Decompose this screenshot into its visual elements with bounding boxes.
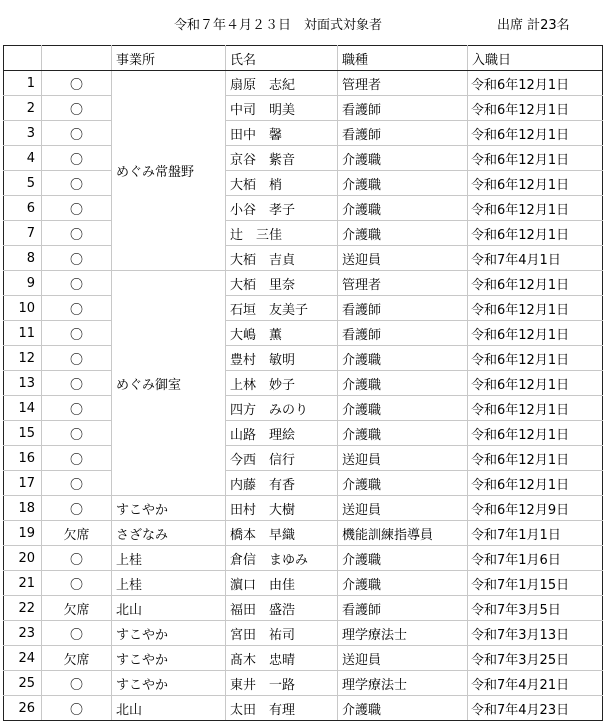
staff-name: 小谷 孝子	[226, 196, 338, 221]
table-row	[4, 346, 603, 371]
attendance-mark: 〇	[42, 96, 112, 121]
col-header-date: 入職日	[468, 46, 603, 71]
job-title: 送迎員	[338, 246, 468, 271]
table-header-row	[4, 46, 603, 71]
job-title: 介護職	[338, 421, 468, 446]
hire-date: 令和6年12月1日	[468, 121, 603, 146]
attendance-mark: 〇	[42, 121, 112, 146]
attendee-table	[3, 45, 603, 721]
hire-date: 令和6年12月1日	[468, 446, 603, 471]
staff-name: 髙木 忠晴	[226, 646, 338, 671]
hire-date: 令和6年12月1日	[468, 321, 603, 346]
office-cell: さざなみ	[112, 521, 226, 546]
office-cell: めぐみ御室	[112, 271, 226, 496]
staff-name: 上林 妙子	[226, 371, 338, 396]
attendance-mark: 欠席	[42, 596, 112, 621]
attendance-mark: 〇	[42, 246, 112, 271]
staff-name: 福田 盛浩	[226, 596, 338, 621]
attendance-mark: 〇	[42, 296, 112, 321]
row-number: 17	[4, 471, 42, 496]
staff-name: 橋本 早織	[226, 521, 338, 546]
table-row	[4, 421, 603, 446]
hire-date: 令和7年3月13日	[468, 621, 603, 646]
staff-name: 倉信 まゆみ	[226, 546, 338, 571]
row-number: 16	[4, 446, 42, 471]
job-title: 送迎員	[338, 446, 468, 471]
col-header-office: 事業所	[112, 46, 226, 71]
job-title: 理学療法士	[338, 621, 468, 646]
attendance-mark: 〇	[42, 271, 112, 296]
staff-name: 東井 一路	[226, 671, 338, 696]
staff-name: 石垣 友美子	[226, 296, 338, 321]
row-number: 23	[4, 621, 42, 646]
job-title: 看護師	[338, 321, 468, 346]
staff-name: 中司 明美	[226, 96, 338, 121]
table-row	[4, 546, 603, 571]
job-title: 看護師	[338, 596, 468, 621]
row-number: 22	[4, 596, 42, 621]
table-row	[4, 371, 603, 396]
table-row	[4, 471, 603, 496]
table-row	[4, 646, 603, 671]
attendance-mark: 欠席	[42, 521, 112, 546]
row-number: 7	[4, 221, 42, 246]
row-number: 9	[4, 271, 42, 296]
hire-date: 令和7年4月21日	[468, 671, 603, 696]
attendance-mark: 〇	[42, 221, 112, 246]
col-header-attendance	[42, 46, 112, 71]
hire-date: 令和6年12月1日	[468, 96, 603, 121]
hire-date: 令和7年4月1日	[468, 246, 603, 271]
row-number: 10	[4, 296, 42, 321]
row-number: 12	[4, 346, 42, 371]
job-title: 管理者	[338, 271, 468, 296]
col-header-no	[4, 46, 42, 71]
office-cell: 上桂	[112, 571, 226, 596]
table-row	[4, 221, 603, 246]
row-number: 20	[4, 546, 42, 571]
office-cell: すこやか	[112, 671, 226, 696]
hire-date: 令和7年4月23日	[468, 696, 603, 721]
job-title: 介護職	[338, 171, 468, 196]
table-row	[4, 71, 603, 96]
staff-name: 田中 馨	[226, 121, 338, 146]
table-row	[4, 321, 603, 346]
hire-date: 令和7年1月6日	[468, 546, 603, 571]
row-number: 21	[4, 571, 42, 596]
attendance-total: 出席 計23名	[497, 18, 570, 33]
table-row	[4, 671, 603, 696]
table-row	[4, 446, 603, 471]
table-row	[4, 621, 603, 646]
page-title: 令和７年４月２３日 対面式対象者	[174, 18, 383, 33]
sheet-header	[0, 0, 605, 45]
row-number: 6	[4, 196, 42, 221]
attendance-mark: 〇	[42, 146, 112, 171]
row-number: 13	[4, 371, 42, 396]
row-number: 19	[4, 521, 42, 546]
attendance-mark: 〇	[42, 571, 112, 596]
job-title: 介護職	[338, 196, 468, 221]
row-number: 1	[4, 71, 42, 96]
staff-name: 山路 理絵	[226, 421, 338, 446]
attendance-mark: 〇	[42, 471, 112, 496]
job-title: 看護師	[338, 296, 468, 321]
job-title: 看護師	[338, 121, 468, 146]
attendance-mark: 〇	[42, 671, 112, 696]
hire-date: 令和6年12月1日	[468, 221, 603, 246]
staff-name: 田村 大樹	[226, 496, 338, 521]
job-title: 介護職	[338, 471, 468, 496]
hire-date: 令和6年12月1日	[468, 296, 603, 321]
hire-date: 令和6年12月9日	[468, 496, 603, 521]
col-header-name: 氏名	[226, 46, 338, 71]
office-cell: すこやか	[112, 621, 226, 646]
hire-date: 令和6年12月1日	[468, 171, 603, 196]
table-row	[4, 521, 603, 546]
attendance-mark: 〇	[42, 621, 112, 646]
staff-name: 大栢 吉貞	[226, 246, 338, 271]
attendance-mark: 〇	[42, 546, 112, 571]
staff-name: 濵口 由佳	[226, 571, 338, 596]
table-row	[4, 196, 603, 221]
table-row	[4, 596, 603, 621]
row-number: 3	[4, 121, 42, 146]
staff-name: 大栢 梢	[226, 171, 338, 196]
attendance-mark: 〇	[42, 196, 112, 221]
attendance-mark: 〇	[42, 321, 112, 346]
table-body	[4, 71, 603, 721]
job-title: 介護職	[338, 221, 468, 246]
job-title: 理学療法士	[338, 671, 468, 696]
row-number: 26	[4, 696, 42, 721]
job-title: 介護職	[338, 546, 468, 571]
job-title: 管理者	[338, 71, 468, 96]
staff-name: 宮田 祐司	[226, 621, 338, 646]
staff-name: 豊村 敏明	[226, 346, 338, 371]
job-title: 看護師	[338, 96, 468, 121]
office-cell: すこやか	[112, 646, 226, 671]
staff-name: 京谷 紫音	[226, 146, 338, 171]
row-number: 24	[4, 646, 42, 671]
hire-date: 令和6年12月1日	[468, 396, 603, 421]
hire-date: 令和7年3月5日	[468, 596, 603, 621]
attendance-mark: 〇	[42, 696, 112, 721]
job-title: 介護職	[338, 146, 468, 171]
attendance-mark: 〇	[42, 171, 112, 196]
job-title: 介護職	[338, 396, 468, 421]
table-row	[4, 246, 603, 271]
attendance-mark: 〇	[42, 496, 112, 521]
row-number: 2	[4, 96, 42, 121]
staff-name: 辻 三佳	[226, 221, 338, 246]
table-row	[4, 96, 603, 121]
hire-date: 令和6年12月1日	[468, 421, 603, 446]
attendance-mark: 〇	[42, 396, 112, 421]
row-number: 18	[4, 496, 42, 521]
hire-date: 令和7年1月1日	[468, 521, 603, 546]
col-header-job: 職種	[338, 46, 468, 71]
job-title: 送迎員	[338, 646, 468, 671]
row-number: 11	[4, 321, 42, 346]
office-cell: めぐみ常盤野	[112, 71, 226, 271]
office-cell: 北山	[112, 596, 226, 621]
table-row	[4, 571, 603, 596]
staff-name: 今西 信行	[226, 446, 338, 471]
table-row	[4, 496, 603, 521]
table-row	[4, 146, 603, 171]
job-title: 介護職	[338, 371, 468, 396]
hire-date: 令和6年12月1日	[468, 196, 603, 221]
attendance-mark: 〇	[42, 71, 112, 96]
staff-name: 太田 有理	[226, 696, 338, 721]
office-cell: すこやか	[112, 496, 226, 521]
job-title: 介護職	[338, 571, 468, 596]
table-row	[4, 121, 603, 146]
job-title: 送迎員	[338, 496, 468, 521]
staff-name: 扇原 志紀	[226, 71, 338, 96]
staff-name: 四方 みのり	[226, 396, 338, 421]
staff-name: 内藤 有香	[226, 471, 338, 496]
attendance-mark: 〇	[42, 446, 112, 471]
attendance-mark: 〇	[42, 371, 112, 396]
hire-date: 令和6年12月1日	[468, 146, 603, 171]
row-number: 15	[4, 421, 42, 446]
staff-name: 大栢 里奈	[226, 271, 338, 296]
hire-date: 令和6年12月1日	[468, 271, 603, 296]
hire-date: 令和7年1月15日	[468, 571, 603, 596]
table-row	[4, 396, 603, 421]
office-cell: 上桂	[112, 546, 226, 571]
table-row	[4, 171, 603, 196]
office-cell: 北山	[112, 696, 226, 721]
hire-date: 令和6年12月1日	[468, 471, 603, 496]
row-number: 25	[4, 671, 42, 696]
job-title: 介護職	[338, 696, 468, 721]
table-row	[4, 296, 603, 321]
attendance-mark: 欠席	[42, 646, 112, 671]
hire-date: 令和6年12月1日	[468, 346, 603, 371]
table-row	[4, 696, 603, 721]
row-number: 14	[4, 396, 42, 421]
hire-date: 令和6年12月1日	[468, 371, 603, 396]
row-number: 8	[4, 246, 42, 271]
table-row	[4, 271, 603, 296]
hire-date: 令和7年3月25日	[468, 646, 603, 671]
attendance-mark: 〇	[42, 421, 112, 446]
row-number: 5	[4, 171, 42, 196]
staff-name: 大嶋 薫	[226, 321, 338, 346]
hire-date: 令和6年12月1日	[468, 71, 603, 96]
job-title: 機能訓練指導員	[338, 521, 468, 546]
job-title: 介護職	[338, 346, 468, 371]
attendance-mark: 〇	[42, 346, 112, 371]
row-number: 4	[4, 146, 42, 171]
